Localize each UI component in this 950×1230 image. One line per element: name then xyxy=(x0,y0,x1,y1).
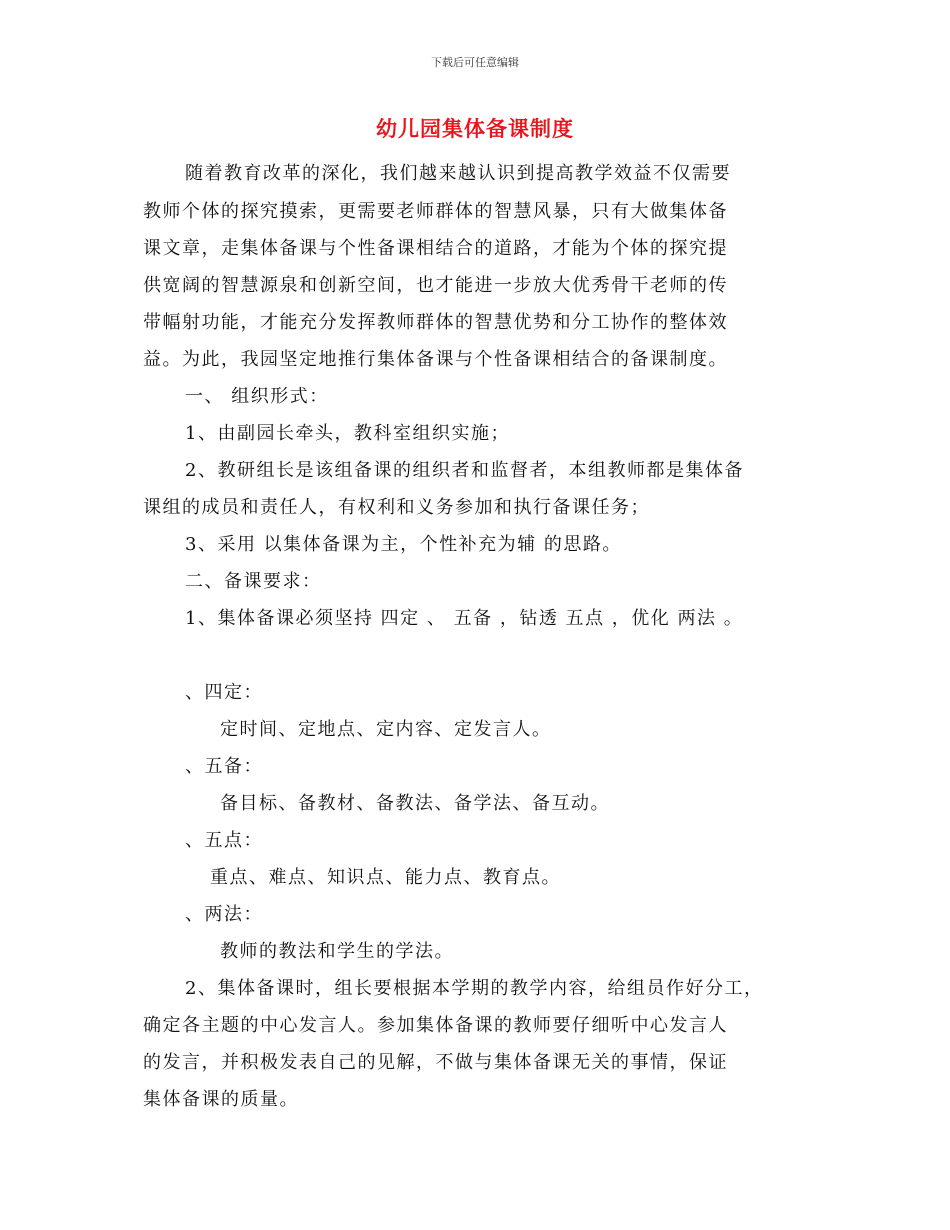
list-item: 1、由副园长牵头，教科室组织实施； xyxy=(185,423,510,444)
sub-item: 教师的教法和学生的学法。 xyxy=(220,941,454,962)
paragraph-line: 带幅射功能，才能充分发挥教师群体的智慧优势和分工协作的整体效 xyxy=(143,312,728,333)
document-title: 幼儿园集体备课制度 xyxy=(376,117,574,141)
paragraph-line: 课文章，走集体备课与个性备课相结合的道路，才能为个体的探究提 xyxy=(143,238,728,259)
list-item: 2、教研组长是该组备课的组织者和监督者，本组教师都是集体备 xyxy=(185,460,744,481)
sub-heading: 、五点： xyxy=(185,830,263,851)
header-note: 下载后可任意编辑 xyxy=(431,56,519,69)
sub-heading: 、两法： xyxy=(185,904,263,925)
paragraph-line: 益。为此，我园坚定地推行集体备课与个性备课相结合的备课制度。 xyxy=(143,349,728,370)
sub-item: 定时间、定地点、定内容、定发言人。 xyxy=(220,719,552,740)
section-heading: 一、 组织形式： xyxy=(185,386,329,407)
paragraph-line: 供宽阔的智慧源泉和创新空间，也才能进一步放大优秀骨干老师的传 xyxy=(143,275,728,296)
sub-item: 备目标、备教材、备教法、备学法、备互动。 xyxy=(220,793,610,814)
paragraph-line: 课组的成员和责任人，有权利和义务参加和执行备课任务； xyxy=(143,497,650,518)
paragraph-line: 确定各主题的中心发言人。参加集体备课的教师要仔细听中心发言人 xyxy=(143,1015,728,1036)
paragraph-line: 教师个体的探究摸索，更需要老师群体的智慧风暴，只有大做集体备 xyxy=(143,201,728,222)
paragraph-line: 集体备课的质量。 xyxy=(143,1089,299,1110)
sub-heading: 、五备： xyxy=(185,756,263,777)
paragraph-line: 随着教育改革的深化，我们越来越认识到提高教学效益不仅需要 xyxy=(185,163,731,184)
section-heading: 二、备课要求： xyxy=(185,571,322,592)
list-item: 1、集体备课必须坚持 四定 、 五备 ，钻透 五点 ，优化 两法 。 xyxy=(185,608,744,629)
list-item: 2、集体备课时，组长要根据本学期的教学内容，给组员作好分工， xyxy=(185,978,764,999)
paragraph-line: 的发言，并积极发表自己的见解，不做与集体备课无关的事情，保证 xyxy=(143,1052,728,1073)
sub-item: 重点、难点、知识点、能力点、教育点。 xyxy=(210,867,561,888)
sub-heading: 、四定： xyxy=(185,682,263,703)
list-item: 3、采用 以集体备课为主，个性补充为辅 的思路。 xyxy=(185,534,622,555)
